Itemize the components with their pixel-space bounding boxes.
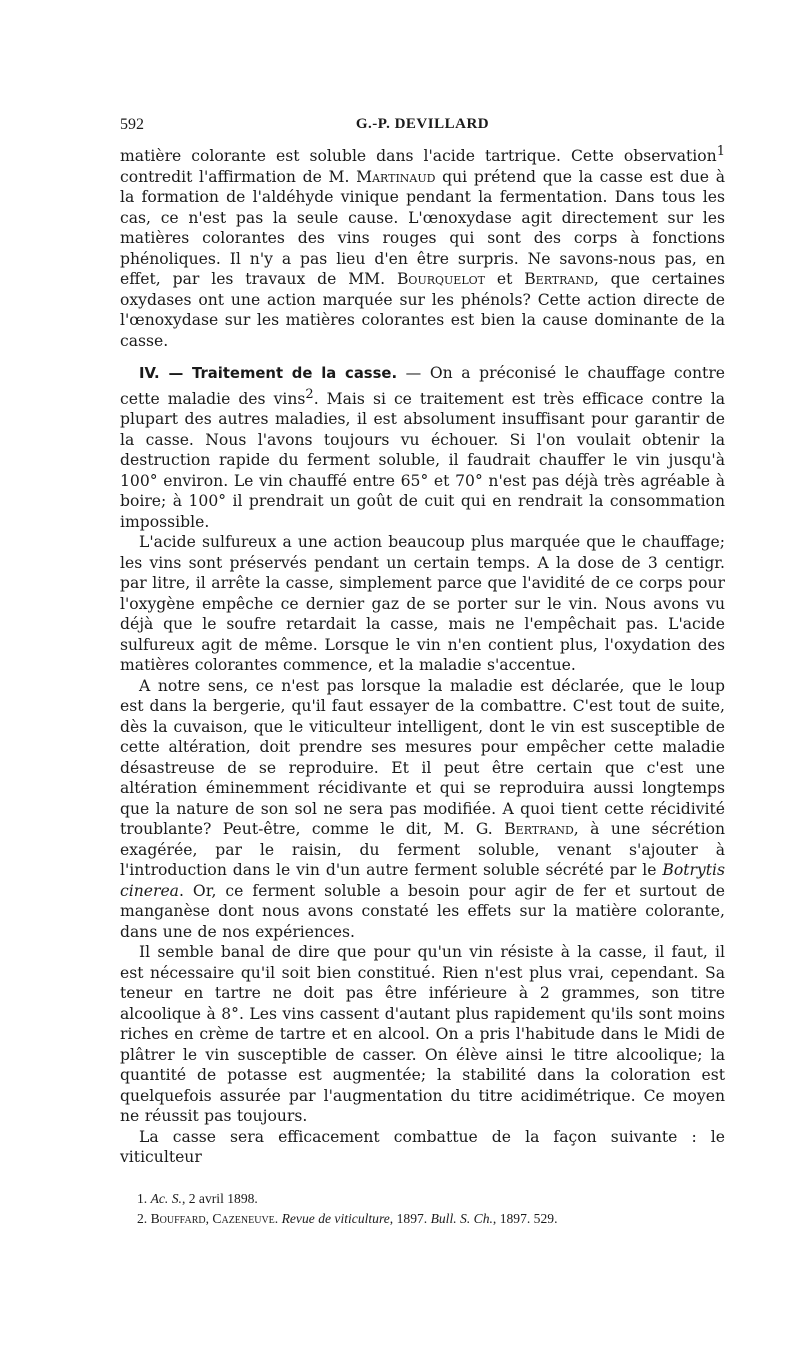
author-name: Bertrand (524, 270, 594, 289)
page-header (120, 116, 725, 138)
paragraph-1: matière colorante est soluble dans l'acide tartrique. Cette observation$^1$ contredit l'affirmation de M. Martinaud qui prétend que la casse est due à la formation de l'aldéhyde vinique pendant la fermentation. Dans tous les cas, ce n'est pas la seule cause. L'œnoxydase agit directement sur les matières colorantes des vins rouges qui sont des corps à fonctions phénoliques. Il n'y a pas lieu d'en être surpris. Ne savons-nous pas, en effet, par les travaux de MM. Bourquelot et Bertrand, que certaines oxydases ont une action marquée sur les phénols? Cette action directe de l'œnoxydase sur les matières colorantes est bien la cause dominante de la casse. (120, 144, 726, 350)
paragraph-4: A notre sens, ce n'est pas lorsque la maladie est déclarée, que le loup est dans la bergerie, qu'il faut essayer de la combattre. C'est tout de suite, dès la cuvaison, que le viticulteur intelligent, dont le vin est susceptible de cette altération, doit prendre ses mesures pour empêcher cette maladie désastreuse de se reproduire. Et il peut être certain que c'est une altération éminemment récidivante et qui se reproduira aussi longtemps que la nature de son sol ne sera pas modifiée. A quoi tient cette récidivité troublante? Peut-être, comme le dit, M. G. Bertrand, à une sécrétion exagérée, par le raisin, du ferment soluble, venant s'ajouter à l'introduction dans le vin d'un autre ferment soluble sécrété par le Botrytis cinerea. Or, ce ferment soluble a besoin pour agir de fer et surtout de manganèse dont nous avons constaté les effets sur la matière colorante, dans une de nos expériences. (120, 676, 725, 941)
paragraph-3: L'acide sulfureux a une action beaucoup plus marquée que le chauffage; les vins sont préservés pendant un certain temps. A la dose de 3 centigr. par litre, il arrête la casse, simplement parce que l'avidité de ce corps pour l'oxygène empêche ce dernier gaz de se porter sur le vin. Nous avons vu déjà que le soufre retardait la casse, mais ne l'empêchait pas. L'acide sulfureux agit de même. Lorsque le vin n'en contient plus, l'oxydation des matières colorantes commence, et la maladie s'accentue. (120, 533, 725, 675)
author-name: Bertrand (504, 820, 574, 839)
footnotes (120, 1189, 725, 1229)
page-number: 592 (120, 116, 144, 133)
paragraph-2: IV. — Traitement de la casse. — On a préconisé le chauffage contre cette maladie des vins$^2$. Mais si ce traitement est très efficace contre la plupart des autres maladies, il est absolument insuffisant pour garantir de la casse. Nous l'avons toujours vu échouer. Si l'on voulait obtenir la destruction rapide du ferment soluble, il faudrait chauffer le vin jusqu'à 100° environ. Le vin chauffé entre 65° et 70° n'est pas déjà très agréable à boire; à 100° il prendrait un goût de cuit qui en rendrait la consommation impossible. (120, 364, 725, 531)
footnote-1: 1. Ac. S., 2 avril 1898. (137, 1191, 258, 1206)
body-text (120, 142, 725, 1168)
footnote-2: 2. Bouffard, Cazeneuve. Revue de viticulture, 1897. Bull. S. Ch., 1897. 529. (137, 1211, 558, 1226)
running-head: G.-P. DEVILLARD (355, 116, 490, 132)
paragraph-6: La casse sera efficacement combattue de la façon suivante : le viticulteur (120, 1127, 725, 1167)
paragraph-5: Il semble banal de dire que pour qu'un vin résiste à la casse, il faut, il est nécessaire qu'il soit bien constitué. Rien n'est plus vrai, cependant. Sa teneur en tartre ne doit pas être inférieure à 2 grammes, son titre alcoolique à 8°. Les vins cassent d'autant plus rapidement qu'ils sont moins riches en crème de tartre et en alcool. On a pris l'habitude dans le Midi de plâtrer le vin susceptible de casser. On élève ainsi le titre alcoolique; la quantité de potasse est augmentée; la stabilité dans la coloration est quelquefois assurée par l'augmentation du titre acidimétrique. Ce moyen ne réussit pas toujours. (120, 943, 725, 1126)
species-name: Botrytis cinerea (120, 861, 725, 900)
footnote-ref-1: 1 (716, 144, 725, 159)
author-name: Bourquelot (396, 270, 485, 289)
section-heading: IV. — Traitement de la casse. (139, 365, 398, 383)
footnote-ref-2: 2 (305, 386, 314, 402)
author-name: Martinaud (356, 167, 436, 186)
